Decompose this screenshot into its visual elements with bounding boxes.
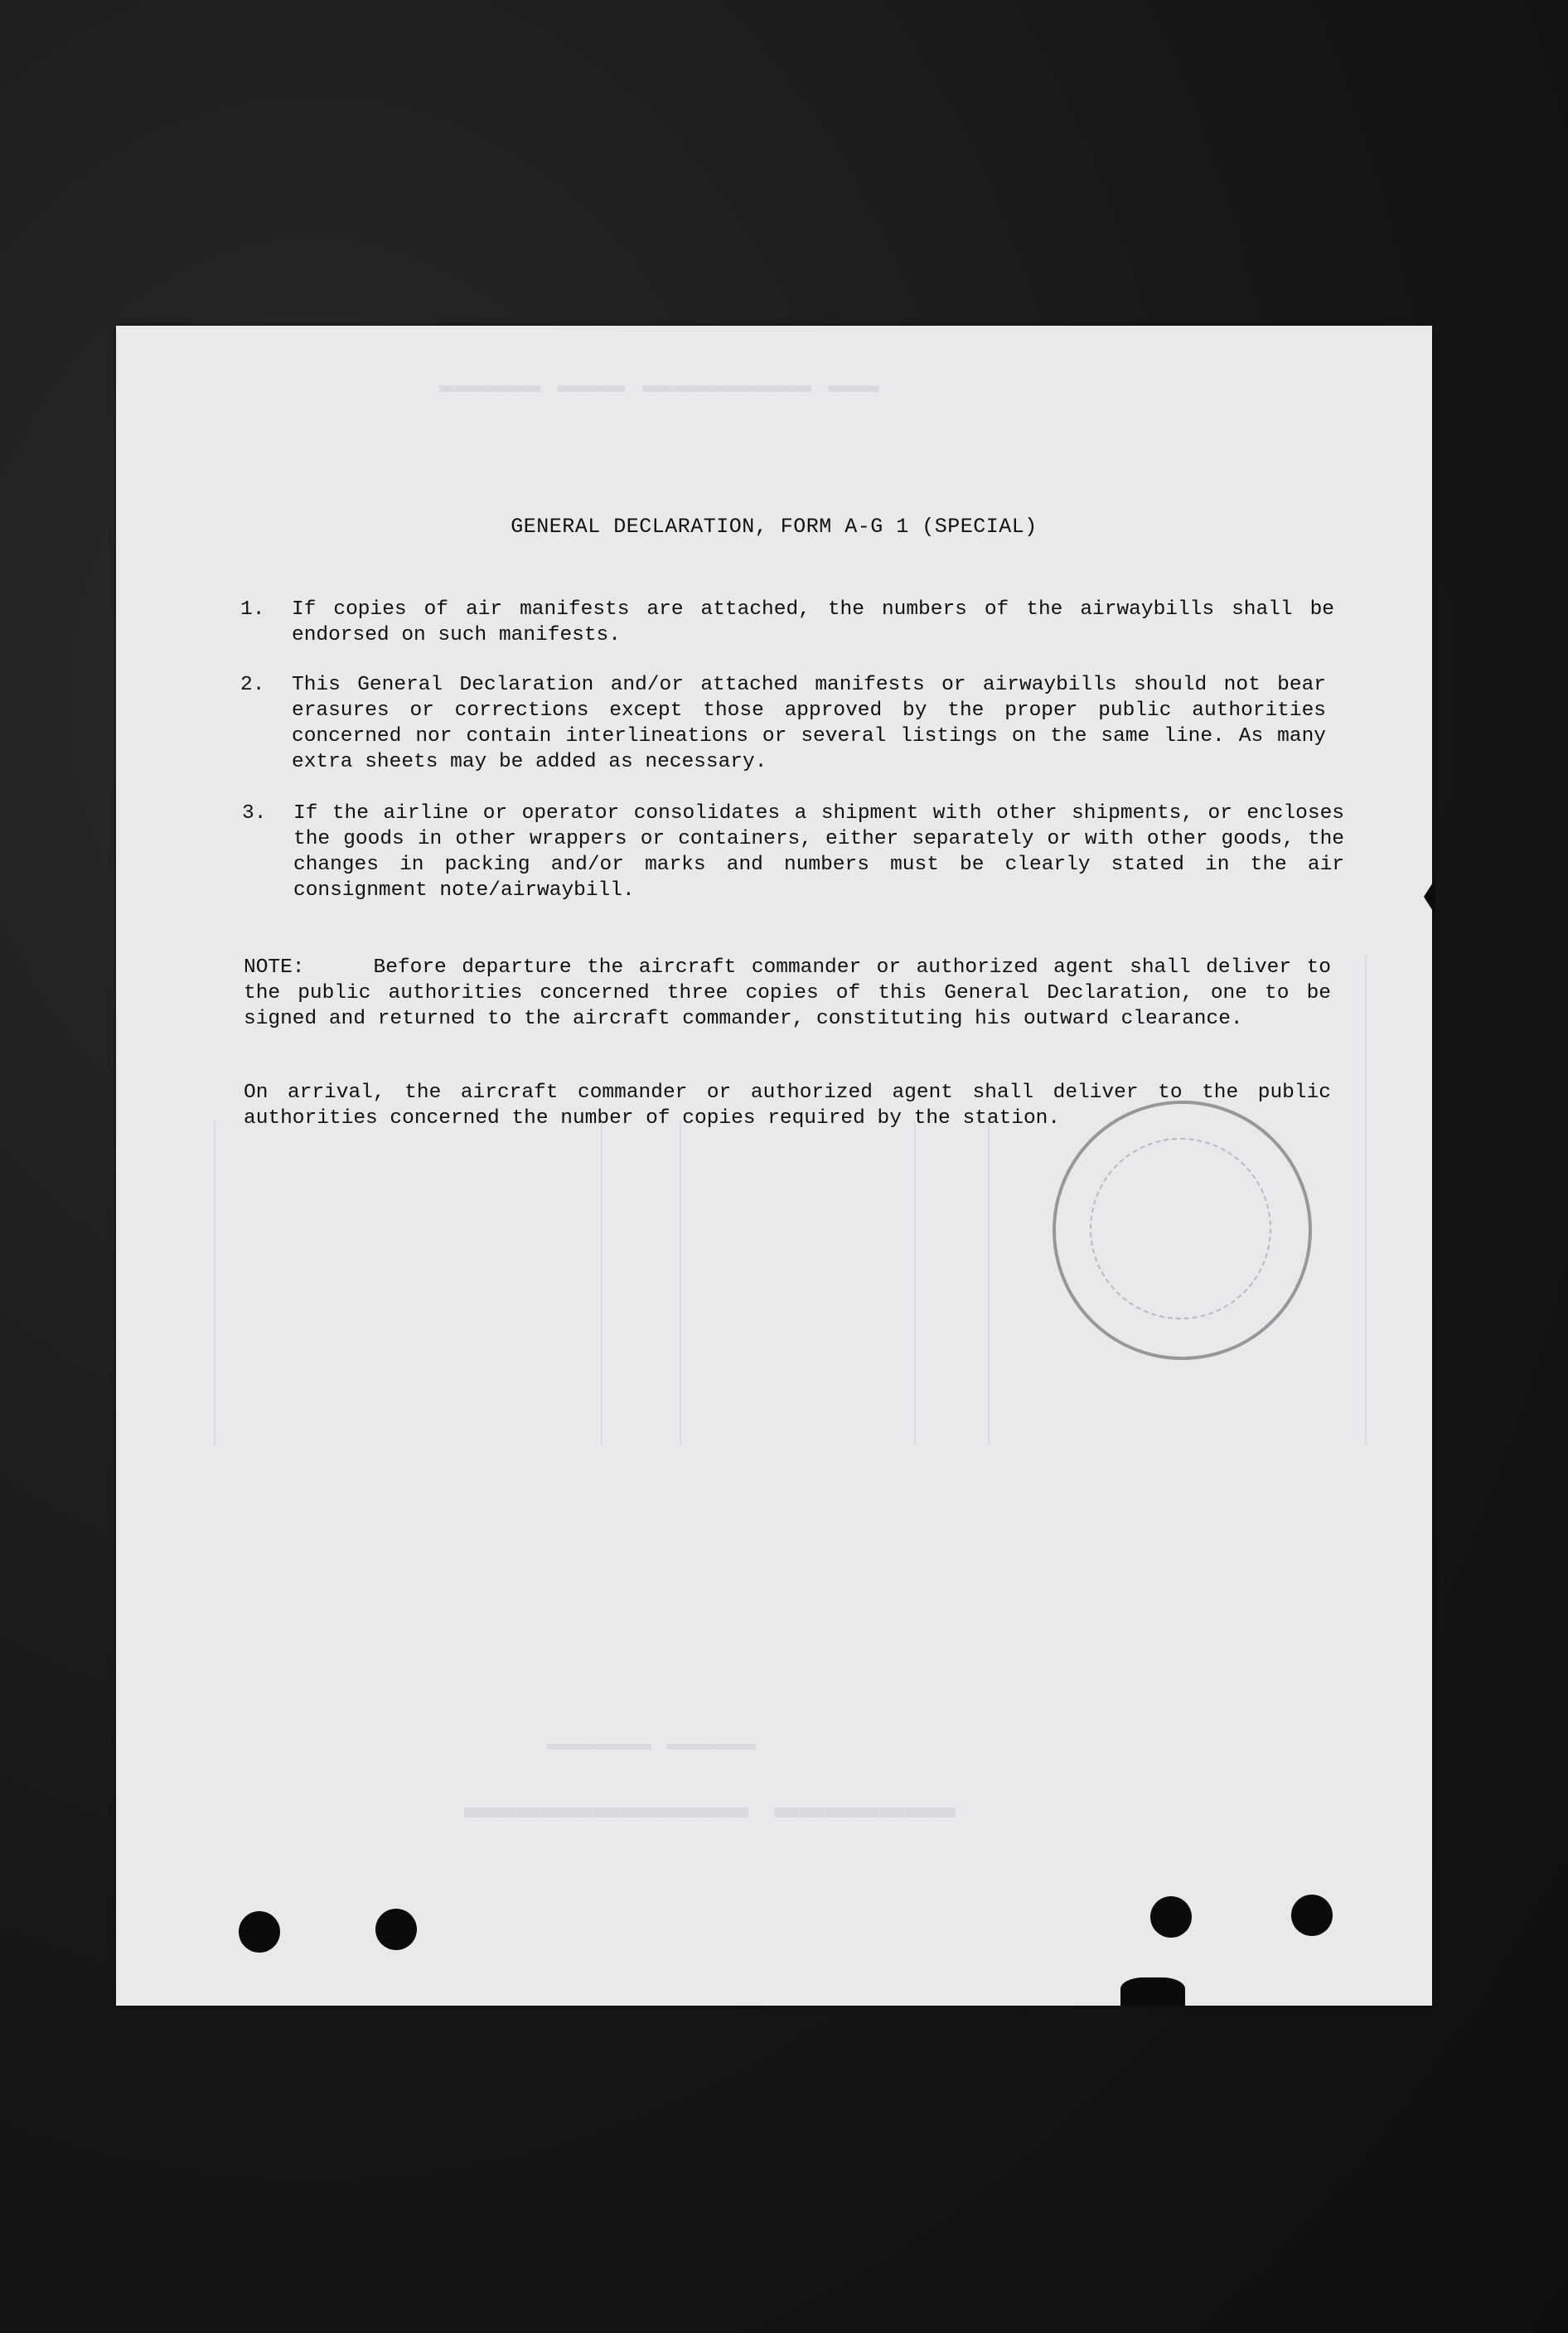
arrival-note [244,1080,1331,1131]
bleed-through-column-1 [214,1121,215,1445]
bleed-through-column-3 [680,1121,681,1445]
binder-notch [1120,1977,1185,2006]
bleed-through-header: ▬▬▬ ▬▬▬▬▬▬▬▬▬▬ ▬▬▬▬ ▬▬▬▬▬▬ [439,375,879,407]
punch-hole-icon [1291,1895,1333,1936]
item-text: If the airline or operator consolidates a shipment with other shipments, or encloses the goods in other wrappers or containers, either separately or with other goods, the changes in packing and/or marks and numbers must be clearly stated in the air consignment note/airwaybill. [293,802,1344,902]
customs-stamp-inner-ring [1090,1138,1271,1319]
note-text: Before departure the aircraft commander or authorized agent shall deliver to the public authorities concerned three copies of this General Declaration, one to be signed and returned to the aircraft commander, constituting his outward clearance. [244,956,1332,1030]
item-number: 3. [242,802,267,825]
punch-hole-icon [239,1911,280,1953]
instruction-item-3 [242,801,1346,905]
arrival-text: On arrival, the aircraft commander or authorized agent shall deliver to the public authorities concerned the number of copies required by the station. [244,1082,1331,1130]
bleed-through-heading: ▬▬▬▬▬▬▬ ▬▬▬▬▬▬▬▬▬▬▬ [464,1793,956,1842]
bleed-through-column-6 [1365,956,1367,1445]
punch-hole-icon [375,1909,417,1950]
item-number: 2. [240,674,265,696]
item-text: If copies of air manifests are attached, the numbers of the airwaybills shall be endorsed on such manifests. [292,598,1334,646]
bleed-through-column-2 [601,1121,603,1445]
departure-note [244,955,1331,1032]
document-title: GENERAL DECLARATION, FORM A-G 1 (SPECIAL) [511,515,1038,539]
item-text: This General Declaration and/or attached manifests or airwaybills should not bear erasures or corrections except those approved by the proper public authorities concerned nor contain interlineations or several listings on the same line. As many extra sheets may be added as necessary. [292,674,1326,773]
bleed-through-subheading: ▬▬▬▬▬▬ ▬▬▬▬▬▬▬ [547,1735,757,1763]
bleed-through-column-4 [914,1121,916,1445]
document-page [116,326,1432,2006]
page-edge-tab [1424,879,1435,915]
bleed-through-column-5 [988,1121,990,1445]
punch-hole-icon [1150,1896,1192,1938]
item-number: 1. [240,598,265,621]
instruction-item-2 [240,672,1334,777]
note-label: NOTE: [244,956,305,979]
instruction-item-1 [240,597,1334,650]
